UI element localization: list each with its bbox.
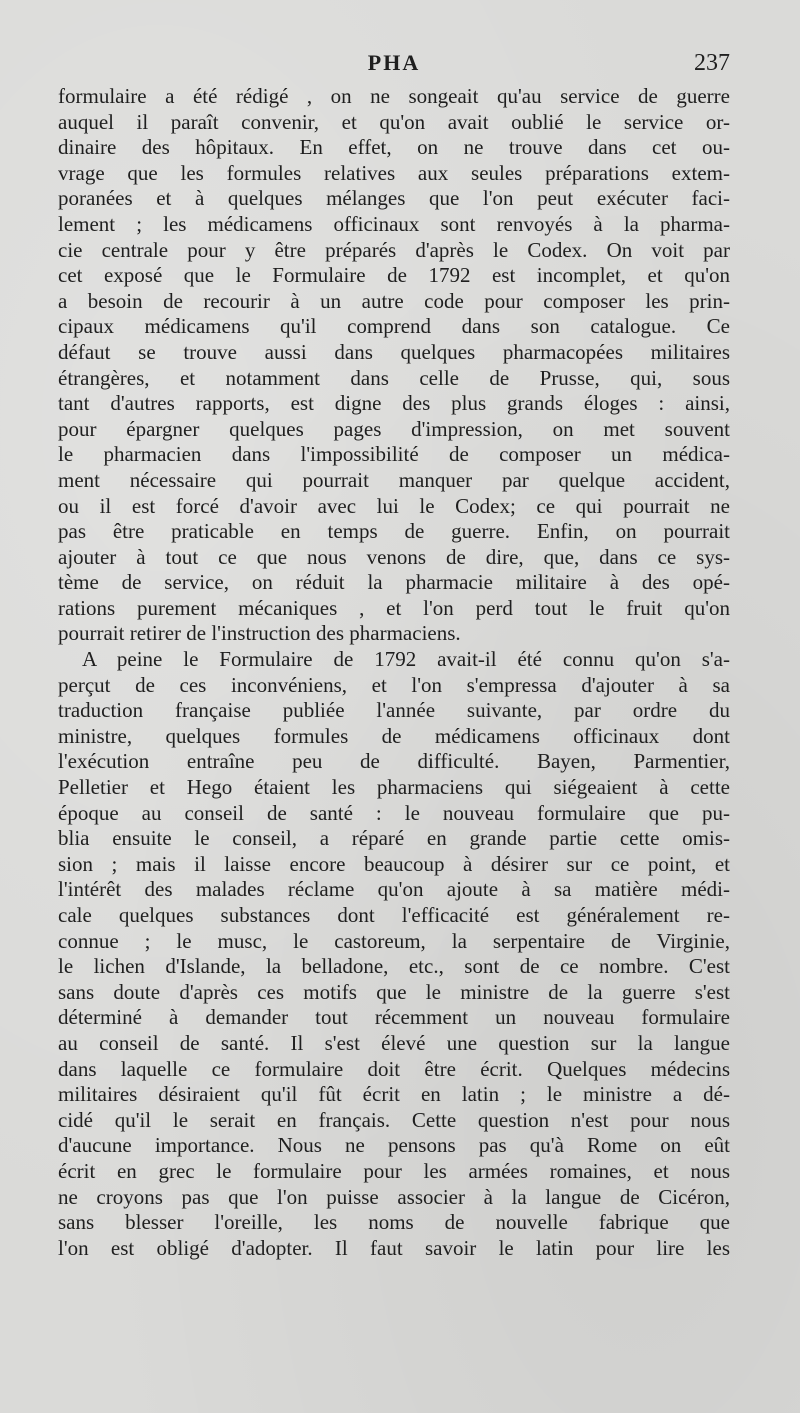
text-line: cale quelques substances dont l'efficacité est généralement re- xyxy=(58,903,730,927)
text-line: auquel il paraît convenir, et qu'on avait oublié le service or- xyxy=(58,109,730,134)
text-line: dans laquelle ce formulaire doit être écrit. Quelques médecins xyxy=(58,1056,730,1081)
text-line: écrit en grec le formulaire pour les armées romaines, et nous xyxy=(58,1158,730,1183)
text-line: formulaire a été rédigé , on ne songeait qu'au service de guerre xyxy=(58,84,730,108)
text-line: époque au conseil de santé : le nouveau formulaire que pu- xyxy=(58,800,730,825)
text-line: dinaire des hôpitaux. En effet, on ne trouve dans cet ou- xyxy=(58,135,730,160)
text-line: l'intérêt des malades réclame qu'on ajoute à sa matière médi- xyxy=(58,877,730,902)
text-line: défaut se trouve aussi dans quelques pharmacopées militaires xyxy=(58,339,730,364)
text-line: militaires désiraient qu'il fût écrit en latin ; le ministre a dé- xyxy=(58,1082,730,1107)
text-line: l'exécution entraîne peu de difficulté. Bayen, Parmentier, xyxy=(58,749,730,774)
text-line: sans blesser l'oreille, les noms de nouvelle fabrique que xyxy=(58,1210,730,1235)
text-line: le pharmacien dans l'impossibilité de composer un médica- xyxy=(58,442,730,467)
text-line: cie centrale pour y être préparés d'après le Codex. On voit par xyxy=(58,237,730,262)
text-line: pour épargner quelques pages d'impression, on met souvent xyxy=(58,416,730,441)
text-line: traduction française publiée l'année suivante, par ordre du xyxy=(58,698,730,723)
text-line: ment nécessaire qui pourrait manquer par quelque accident, xyxy=(58,467,730,492)
text-line: tème de service, on réduit la pharmacie militaire à des opé- xyxy=(58,570,730,595)
text-line: tant d'autres rapports, est digne des plus grands éloges : ainsi, xyxy=(58,391,730,416)
text-line: sans doute d'après ces motifs que le ministre de la guerre s'est xyxy=(58,979,730,1004)
paragraph-start-line: A peine le Formulaire de 1792 avait-il été connu qu'on s'a- xyxy=(82,647,730,672)
text-line: poranées et à quelques mélanges que l'on peut exécuter faci- xyxy=(58,186,730,211)
text-line: d'aucune importance. Nous ne pensons pas qu'à Rome on eût xyxy=(58,1133,730,1158)
text-line: blia ensuite le conseil, a réparé en grande partie cette omis- xyxy=(58,826,730,851)
page-header xyxy=(58,50,730,80)
text-line: cet exposé que le Formulaire de 1792 est incomplet, et qu'on xyxy=(58,263,730,288)
text-line: vrage que les formules relatives aux seules préparations extem- xyxy=(58,160,730,185)
text-line: le lichen d'Islande, la belladone, etc., sont de ce nombre. C'est xyxy=(58,954,730,979)
text-line: ou il est forcé d'avoir avec lui le Codex; ce qui pourrait ne xyxy=(58,493,730,518)
text-line: cipaux médicamens qu'il comprend dans son catalogue. Ce xyxy=(58,314,730,339)
text-line: ministre, quelques formules de médicamens officinaux dont xyxy=(58,723,730,748)
text-line: déterminé à demander tout récemment un nouveau formulaire xyxy=(58,1005,730,1030)
text-line: pas être praticable en temps de guerre. Enfin, on pourrait xyxy=(58,519,730,544)
text-line: cidé qu'il le serait en français. Cette question n'est pour nous xyxy=(58,1107,730,1132)
text-line: perçut de ces inconvéniens, et l'on s'empressa d'ajouter à sa xyxy=(58,672,730,697)
text-line: ne croyons pas que l'on puisse associer à la langue de Cicéron, xyxy=(58,1184,730,1209)
text-line: Pelletier et Hego étaient les pharmaciens qui siégeaient à cette xyxy=(58,775,730,800)
text-line: sion ; mais il laisse encore beaucoup à désirer sur ce point, et xyxy=(58,851,730,876)
text-line: rations purement mécaniques , et l'on perd tout le fruit qu'on xyxy=(58,595,730,620)
text-line: l'on est obligé d'adopter. Il faut savoir le latin pour lire les xyxy=(58,1235,730,1260)
text-line: a besoin de recourir à un autre code pour composer les prin- xyxy=(58,288,730,313)
text-line: étrangères, et notamment dans celle de Prusse, qui, sous xyxy=(58,365,730,390)
text-line: connue ; le musc, le castoreum, la serpentaire de Virginie, xyxy=(58,928,730,953)
running-head: PHA xyxy=(367,50,421,75)
paragraph-end-line: pourrait retirer de l'instruction des pharmaciens. xyxy=(58,621,461,646)
text-line: ajouter à tout ce que nous venons de dire, que, dans ce sys- xyxy=(58,544,730,569)
page-number: 237 xyxy=(694,50,730,76)
body-text xyxy=(58,84,730,1261)
text-line: lement ; les médicamens officinaux sont renvoyés à la pharma- xyxy=(58,211,730,236)
text-line: au conseil de santé. Il s'est élevé une question sur la langue xyxy=(58,1030,730,1055)
